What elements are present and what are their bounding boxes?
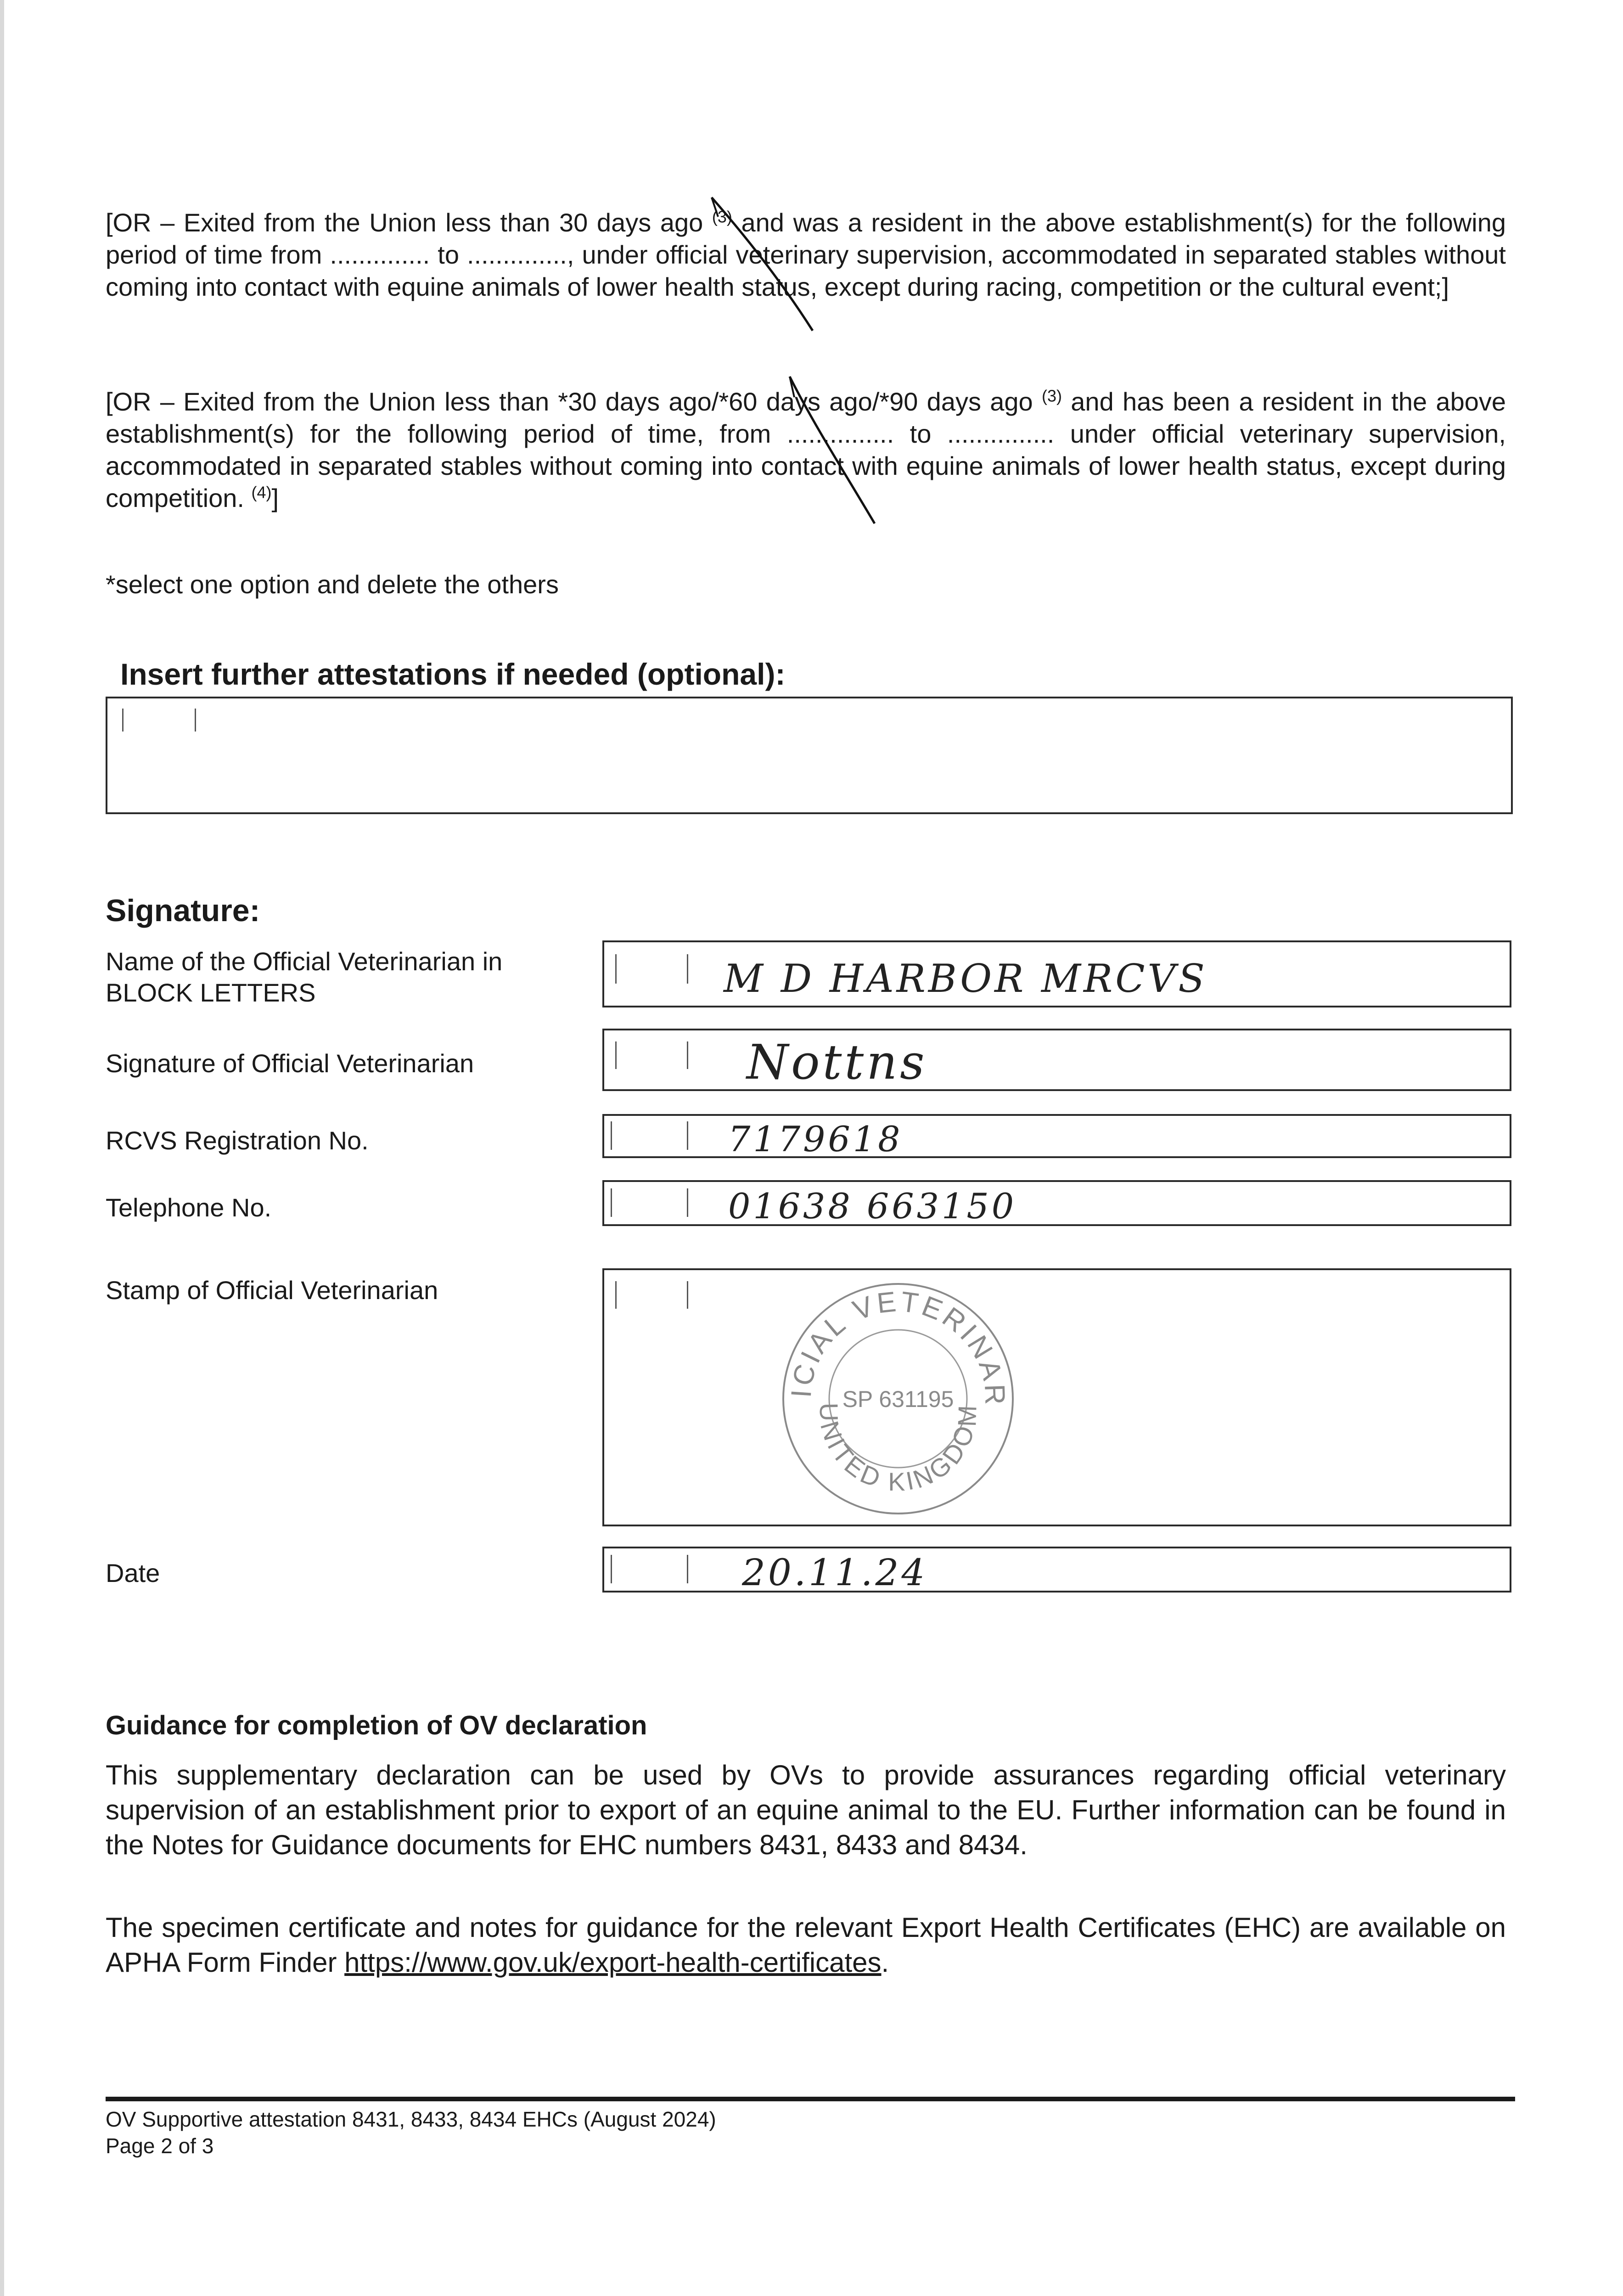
signature-heading: Signature: (106, 893, 260, 928)
date-label: Date (106, 1559, 160, 1587)
further-attestations-field[interactable] (106, 697, 1513, 814)
name-field[interactable] (602, 940, 1511, 1007)
field-marker (122, 709, 124, 732)
option-2-text: [OR – Exited from the Union less than *30 days ago/*60 days ago/*90 days ago (106, 387, 1033, 416)
field-marker (687, 1041, 688, 1069)
footer-rule (106, 2097, 1515, 2101)
signature-field[interactable] (602, 1029, 1511, 1091)
strike-through-mark-2 (776, 372, 895, 528)
svg-text:OFFICIAL VETERINARIAN (757, 1236, 1011, 1408)
telephone-label: Telephone No. (106, 1193, 272, 1222)
field-marker (611, 1121, 612, 1150)
telephone-field[interactable] (602, 1180, 1511, 1226)
rcvs-field[interactable] (602, 1114, 1511, 1158)
stamp-number: SP 631195 (842, 1386, 954, 1412)
field-marker (615, 954, 617, 984)
name-value: M D HARBOR MRCVS (724, 956, 1207, 1001)
name-label: Name of the Official Veterinarian in BLOCK LETTERS (106, 947, 503, 1007)
signature-label: Signature of Official Veterinarian (106, 1049, 474, 1078)
field-marker (611, 1188, 612, 1217)
official-veterinarian-stamp (757, 1236, 1027, 1518)
date-value: 20.11.24 (742, 1551, 928, 1594)
option-2-text-cont: and has been a resident in the above establishment(s) for the following period of time, from ............... to ............... under official veterinary supervision, accommodated in separated stables without coming into contact with equine animals of lower health status, except during competition. (106, 387, 1506, 512)
select-option-note: *select one option and delete the others (106, 570, 559, 599)
telephone-value: 01638 663150 (728, 1186, 1017, 1227)
option-2-end: ] (271, 484, 279, 512)
footnote-ref: (3) (1042, 386, 1062, 405)
date-field[interactable] (602, 1547, 1511, 1593)
rcvs-label: RCVS Registration No. (106, 1126, 369, 1155)
field-marker (687, 1188, 688, 1217)
stamp-arc-bottom-text: UNITED KINGDOM (814, 1402, 982, 1497)
signature-value: Nottns (747, 1034, 927, 1090)
footer-document-title: OV Supportive attestation 8431, 8433, 8434 EHCs (August 2024) (106, 2107, 716, 2131)
field-marker (687, 1555, 688, 1583)
option-1-text: [OR – Exited from the Union less than 30 days ago (106, 208, 703, 237)
strike-through-mark-1 (702, 193, 840, 340)
guidance-paragraph-2-end: . (881, 1947, 889, 1978)
svg-text:UNITED KINGDOM (814, 1402, 982, 1496)
rcvs-value: 7179618 (728, 1119, 903, 1159)
guidance-heading: Guidance for completion of OV declaration (106, 1711, 647, 1740)
export-health-certificates-link[interactable]: https://www.gov.uk/export-health-certificates (344, 1947, 882, 1978)
option-1-text-cont: and was a resident in the above establishment(s) for the following period of time from .............. to .............., under official veterinary supervision, accommodated in separated stables without coming into contact with equine animals of lower health status, except during racing, competition or the cultural event;] (106, 208, 1506, 301)
footnote-ref: (3) (712, 207, 732, 226)
guidance-paragraph-1: This supplementary declaration can be used by OVs to provide assurances regarding official veterinary supervision of an establishment prior to export of an equine animal to the EU. Further information can be found in the Notes for Guidance documents for EHC numbers 8431, 8433 and 8434. (106, 1760, 1506, 1860)
field-marker (615, 1281, 617, 1309)
stamp-arc-top-text: OFFICIAL VETERINARIAN (757, 1236, 1011, 1408)
guidance-paragraph-2 (106, 1910, 1506, 1980)
stamp-field[interactable] (602, 1236, 1511, 1526)
stamp-label: Stamp of Official Veterinarian (106, 1276, 438, 1305)
field-marker (687, 1121, 688, 1150)
field-marker (615, 1041, 617, 1069)
field-marker (687, 1281, 688, 1309)
footnote-ref: (4) (251, 483, 272, 502)
guidance-paragraph-2-text: The specimen certificate and notes for guidance for the relevant Export Health Certificates (EHC) are available on APHA Form Finder (106, 1912, 1506, 1978)
field-marker (687, 954, 688, 984)
footer-page-number: Page 2 of 3 (106, 2134, 214, 2158)
scan-left-edge (0, 0, 4, 2296)
field-marker (195, 709, 196, 732)
further-attestations-heading: Insert further attestations if needed (optional): (120, 657, 786, 691)
field-marker (611, 1555, 612, 1583)
